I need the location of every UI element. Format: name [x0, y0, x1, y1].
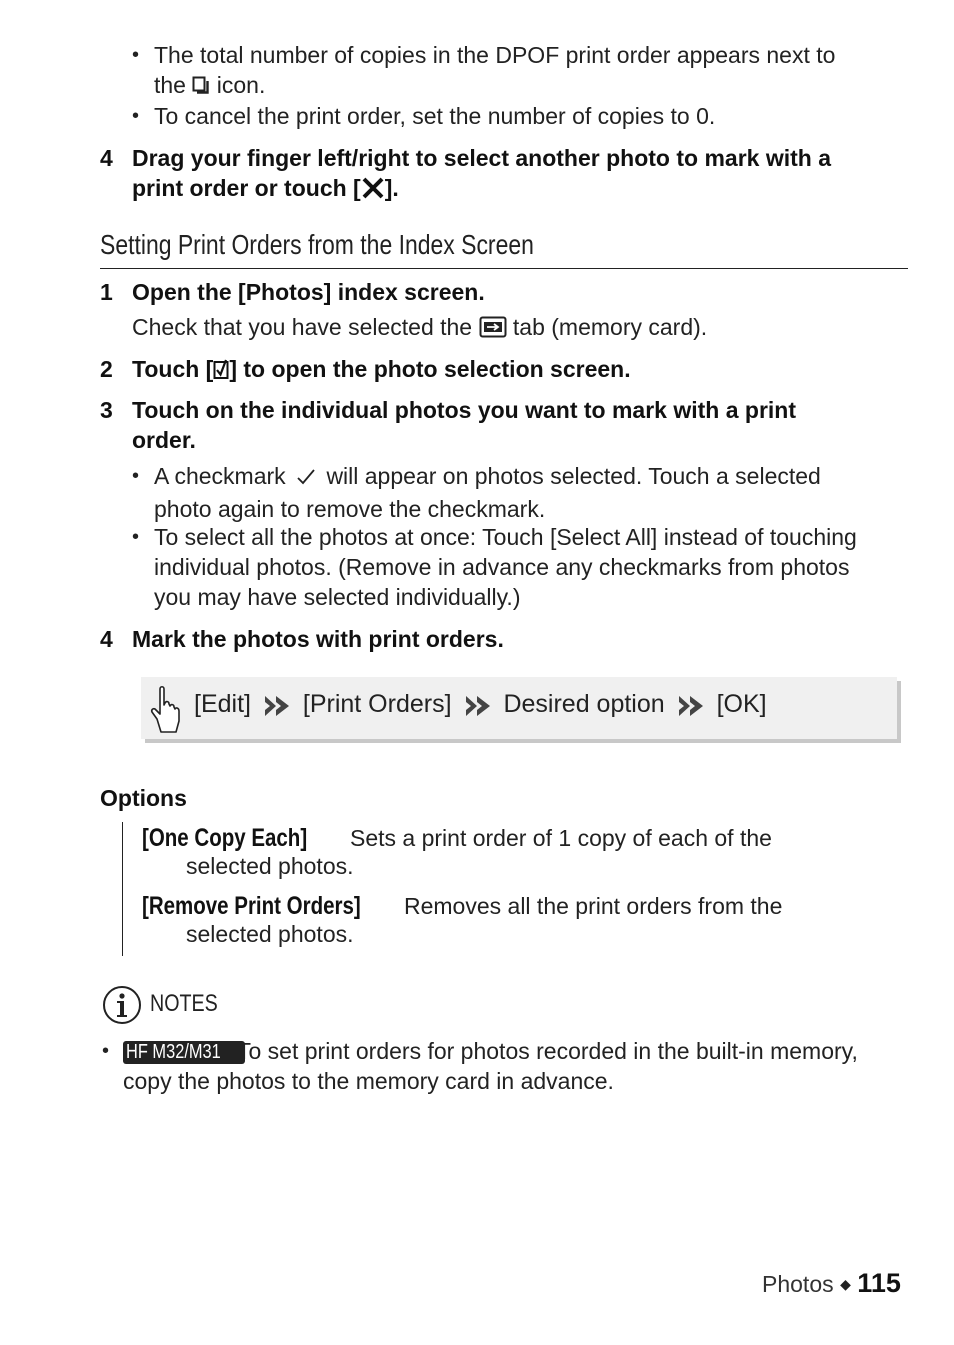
section-rule — [100, 268, 908, 269]
checkbox-icon — [213, 357, 229, 387]
op-item-ok: [OK] — [716, 690, 767, 718]
bullet-dot: • — [132, 526, 140, 548]
close-x-icon — [361, 176, 385, 206]
step-3-bullet-2-line3: you may have selected individually.) — [154, 584, 521, 610]
checkmark-icon — [296, 464, 316, 494]
step-3-bullet-2 — [154, 522, 924, 612]
option-remove-print-orders — [142, 891, 902, 949]
note-1-line2: copy the photos to the memory card in advance. — [123, 1068, 614, 1094]
step-4a-line1: Drag your finger left/right to select another photo to mark with a — [132, 145, 832, 171]
step-3-bullet-2-line1: To select all the photos at once: Touch [Select All] instead of touching — [154, 524, 857, 550]
model-badge-text: HF M32/M31 — [126, 1041, 221, 1063]
info-icon — [102, 985, 142, 1030]
model-badge — [123, 1041, 245, 1064]
chevron-right-icon — [678, 693, 704, 725]
step-3-bullet-1-after: will appear on photos selected. Touch a selected — [326, 463, 821, 489]
footer-separator: ◆ — [840, 1276, 851, 1292]
step-4a-text — [132, 143, 922, 206]
step-1-title: Open the [Photos] index screen. — [132, 279, 485, 305]
step-4a-line2: print order or touch [ — [132, 175, 361, 201]
option-name: [One Copy Each] — [142, 824, 308, 852]
operation-path — [194, 688, 767, 725]
step-3-line1: Touch on the individual photos you want to mark with a print — [132, 397, 797, 423]
note-1 — [123, 1036, 923, 1096]
step-3-bullet-1 — [154, 461, 914, 524]
bullet-dot: • — [132, 465, 140, 487]
print-copies-icon — [192, 73, 210, 103]
step-3-bullet-1-line2: photo again to remove the checkmark. — [154, 496, 546, 522]
page-footer — [762, 1268, 901, 1299]
intro-bullet-1 — [154, 40, 914, 103]
intro-bullet-1-line2: the — [154, 72, 186, 98]
step-1-desc — [132, 312, 707, 345]
step-3-title — [132, 395, 912, 455]
section-heading — [100, 228, 629, 262]
options-heading: Options — [100, 785, 187, 811]
step-3-line2: order. — [132, 427, 196, 453]
step-1-desc-after: tab (memory card). — [512, 314, 708, 340]
step-number: 4 — [100, 626, 113, 652]
footer-section: Photos — [762, 1271, 834, 1297]
step-2-title — [132, 354, 631, 387]
chevron-right-icon — [465, 693, 491, 725]
bullet-dot: • — [132, 44, 140, 66]
intro-bullet-1-after: icon. — [216, 72, 266, 98]
op-item-desired-option: Desired option — [503, 690, 665, 718]
step-1-desc-before: Check that you have selected the — [132, 314, 473, 340]
page-number: 115 — [857, 1268, 901, 1298]
notes-heading — [150, 989, 233, 1019]
step-number: 3 — [100, 397, 113, 423]
op-item-print-orders: [Print Orders] — [302, 690, 452, 718]
notes-heading-text: NOTES — [150, 990, 218, 1017]
section-heading-text: Setting Print Orders from the Index Screen — [100, 229, 534, 260]
option-desc-line2: selected photos. — [186, 853, 354, 879]
chevron-right-icon — [264, 693, 290, 725]
op-item-edit: [Edit] — [194, 690, 251, 718]
step-3-bullet-1-before: A checkmark — [154, 463, 286, 489]
touch-hand-icon — [149, 683, 183, 740]
step-4a-after: ]. — [384, 175, 399, 201]
step-number: 1 — [100, 279, 113, 305]
option-desc: Removes all the print orders from the — [404, 893, 783, 919]
intro-bullet-1-text: The total number of copies in the DPOF print order appears next to — [154, 42, 836, 68]
option-desc-line2: selected photos. — [186, 921, 354, 947]
step-4-title: Mark the photos with print orders. — [132, 626, 504, 652]
bullet-dot: • — [132, 105, 140, 127]
option-desc: Sets a print order of 1 copy of each of the — [350, 825, 772, 851]
options-bar — [122, 822, 123, 956]
intro-bullet-2: To cancel the print order, set the number of copies to 0. — [154, 103, 716, 129]
step-2-before: Touch [ — [132, 356, 214, 382]
memory-card-icon — [479, 315, 507, 345]
option-one-copy — [142, 823, 902, 881]
step-2-after: ] to open the photo selection screen. — [229, 356, 631, 382]
bullet-dot: • — [102, 1040, 110, 1062]
step-number: 2 — [100, 356, 113, 382]
step-3-bullet-2-line2: individual photos. (Remove in advance any checkmarks from photos — [154, 554, 850, 580]
step-number: 4 — [100, 145, 113, 171]
note-1-line1: To set print orders for photos recorded in the built-in memory, — [236, 1038, 858, 1064]
option-name: [Remove Print Orders] — [142, 892, 361, 920]
